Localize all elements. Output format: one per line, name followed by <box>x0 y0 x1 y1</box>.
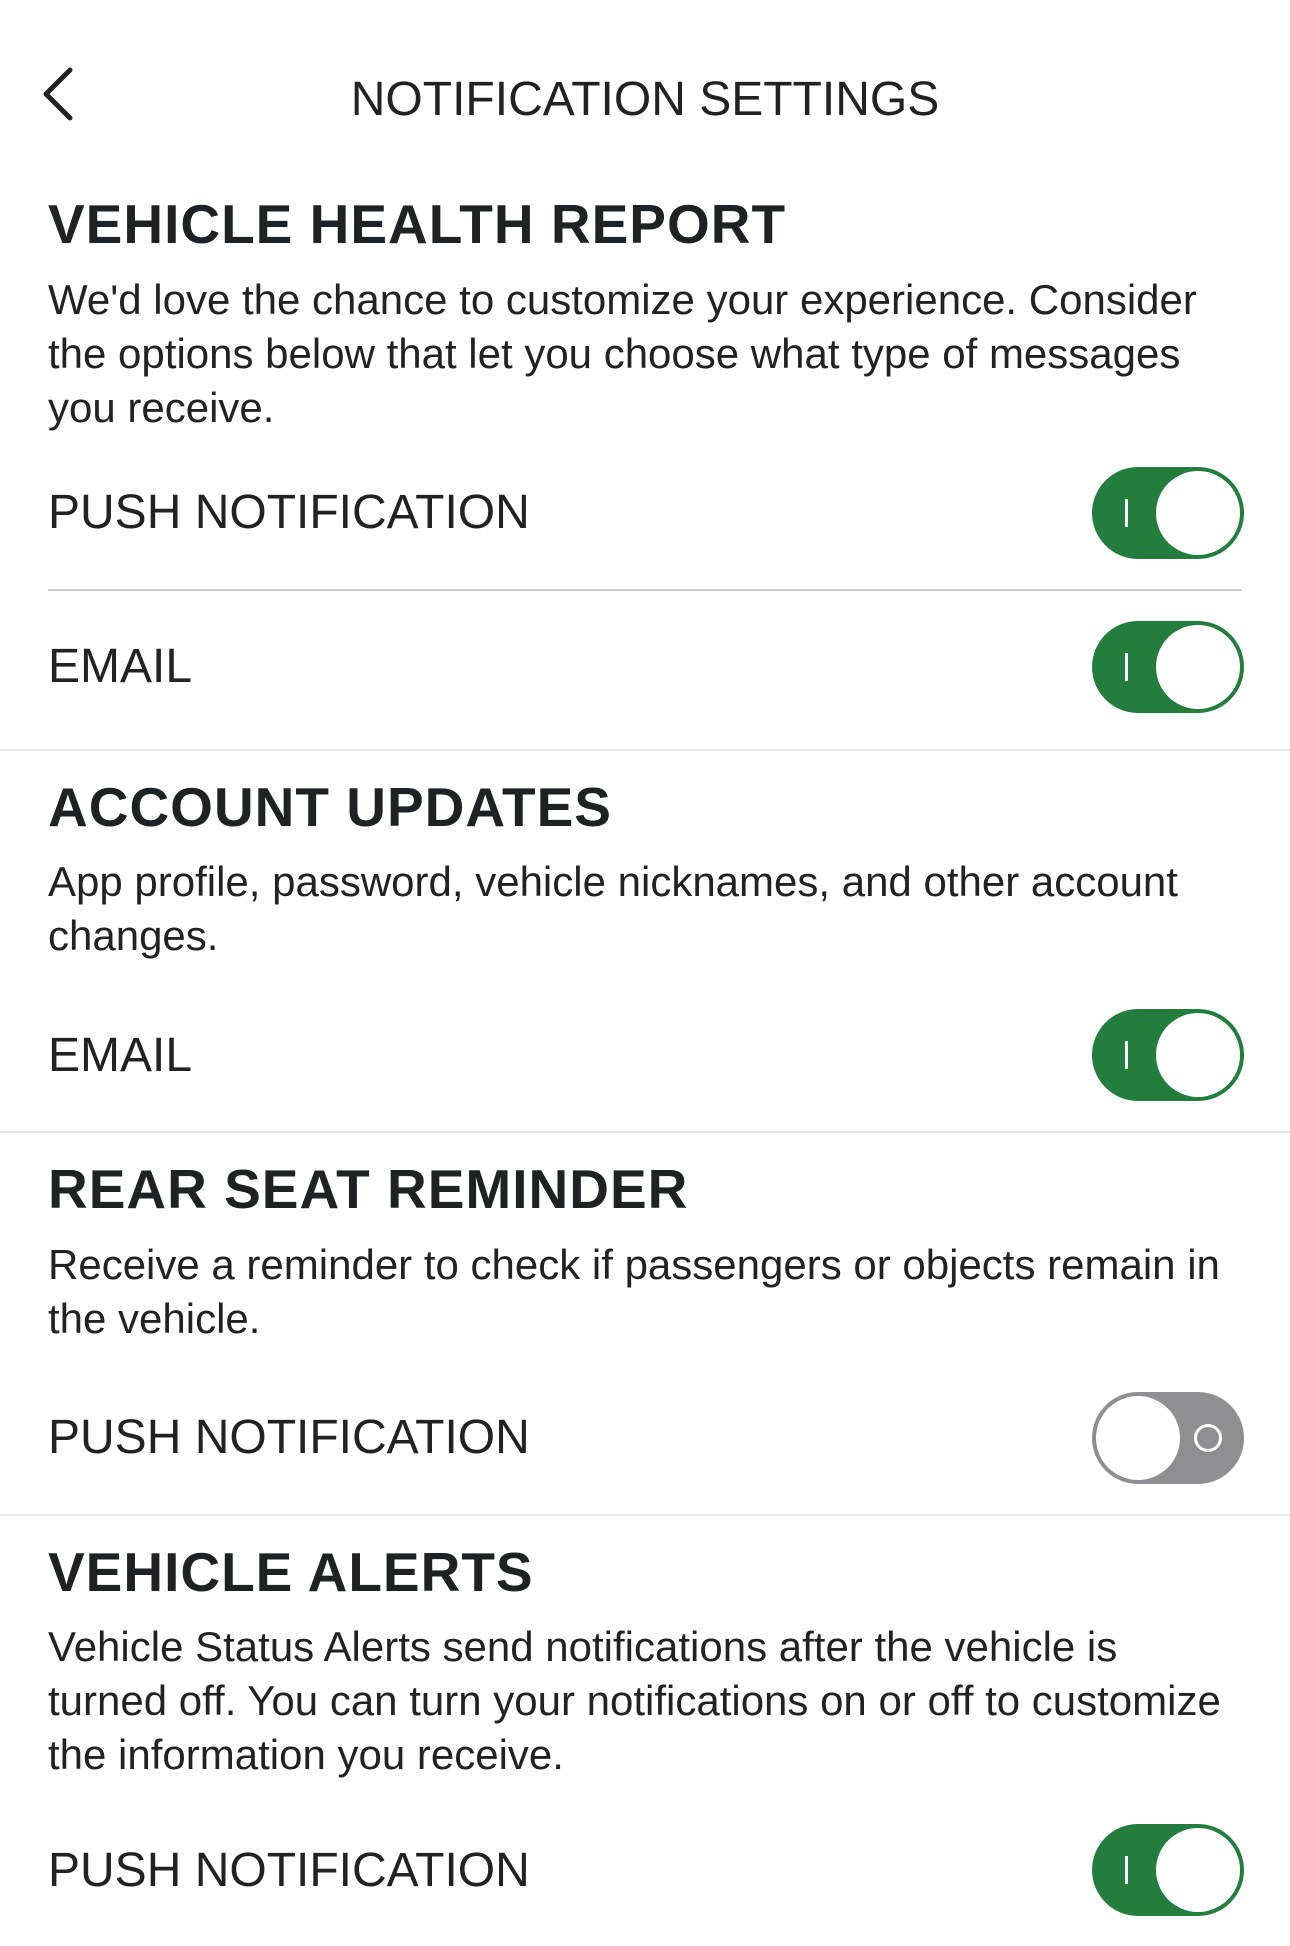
setting-label: PUSH NOTIFICATION <box>48 485 530 540</box>
section-title: REAR SEAT REMINDER <box>48 1159 1242 1220</box>
toggle-off-mark-icon <box>1194 1424 1222 1452</box>
setting-row-push-notification <box>48 1362 1242 1514</box>
push-notification-toggle[interactable] <box>1092 467 1244 559</box>
toggle-on-mark-icon <box>1125 499 1128 527</box>
toggle-knob <box>1156 625 1240 709</box>
email-toggle[interactable] <box>1092 621 1244 713</box>
toggle-knob <box>1156 1828 1240 1912</box>
setting-label: EMAIL <box>48 639 192 694</box>
section-vehicle-alerts <box>0 1516 1290 1946</box>
toggle-on-mark-icon <box>1125 653 1128 681</box>
push-notification-toggle[interactable] <box>1092 1824 1244 1916</box>
section-title: VEHICLE ALERTS <box>48 1542 1242 1603</box>
toggle-on-mark-icon <box>1125 1856 1128 1884</box>
header <box>0 0 1290 150</box>
toggle-on-mark-icon <box>1125 1041 1128 1069</box>
section-description: Receive a reminder to check if passengers or objects remain in the vehicle. <box>48 1238 1242 1346</box>
toggle-knob <box>1156 1013 1240 1097</box>
setting-row-email <box>48 979 1242 1131</box>
section-title: VEHICLE HEALTH REPORT <box>48 194 1242 255</box>
section-account-updates <box>0 751 1290 1132</box>
setting-row-push-notification <box>48 1794 1242 1946</box>
setting-label: EMAIL <box>48 1028 192 1083</box>
section-description: Vehicle Status Alerts send notifications after the vehicle is turned off. You can turn your notifications on or off to customize the information you receive. <box>48 1620 1242 1782</box>
setting-label: PUSH NOTIFICATION <box>48 1843 530 1898</box>
page-title: NOTIFICATION SETTINGS <box>0 72 1290 127</box>
toggle-knob <box>1156 471 1240 555</box>
push-notification-toggle[interactable] <box>1092 1392 1244 1484</box>
section-title: ACCOUNT UPDATES <box>48 777 1242 838</box>
email-toggle[interactable] <box>1092 1009 1244 1101</box>
section-description: App profile, password, vehicle nicknames, and other account changes. <box>48 855 1242 963</box>
setting-row-push-notification <box>48 437 1242 589</box>
section-description: We'd love the chance to customize your experience. Consider the options below that let you choose what type of messages you receive. <box>48 273 1242 435</box>
setting-label: PUSH NOTIFICATION <box>48 1410 530 1465</box>
section-rear-seat-reminder <box>0 1133 1290 1514</box>
section-vehicle-health-report <box>0 150 1290 743</box>
setting-row-email <box>48 591 1242 743</box>
toggle-knob <box>1096 1396 1180 1480</box>
